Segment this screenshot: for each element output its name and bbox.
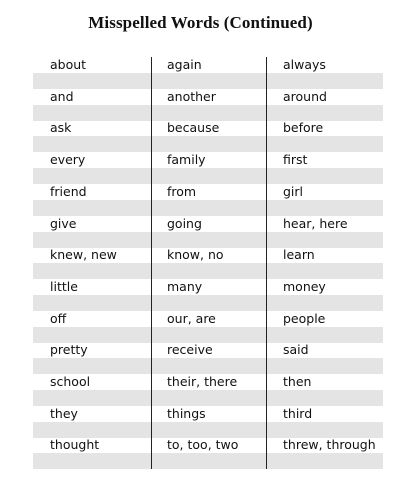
word-cell: learn (283, 247, 315, 263)
word-cell: another (167, 88, 216, 104)
word-cell: threw, through (283, 437, 376, 453)
word-cell: pretty (50, 342, 88, 358)
word-cell: people (283, 310, 326, 326)
word-cell: ask (50, 120, 72, 136)
word-cell: family (167, 152, 206, 168)
word-cell: and (50, 88, 74, 104)
word-cell: our, are (167, 310, 216, 326)
row-stripe (33, 295, 383, 311)
word-cell: first (283, 152, 308, 168)
row-stripe (33, 232, 383, 248)
word-cell: third (283, 405, 313, 421)
word-cell: money (283, 278, 326, 294)
word-cell: know, no (167, 247, 224, 263)
word-cell: thought (50, 437, 100, 453)
row-stripe (33, 358, 383, 374)
row-stripe (33, 73, 383, 89)
row-stripe (33, 168, 383, 184)
word-cell: every (50, 152, 86, 168)
word-cell: things (167, 405, 206, 421)
word-cell: before (283, 120, 324, 136)
word-cell: because (167, 120, 220, 136)
word-cell: said (283, 342, 309, 358)
word-cell: around (283, 88, 327, 104)
word-cell: going (167, 215, 202, 231)
word-cell: knew, new (50, 247, 117, 263)
row-stripe (33, 263, 383, 279)
word-cell: to, too, two (167, 437, 239, 453)
word-cell: give (50, 215, 77, 231)
word-cell: then (283, 374, 312, 389)
word-cell: girl (283, 183, 304, 199)
word-cell: receive (167, 342, 213, 358)
word-cell: school (50, 374, 91, 389)
word-cell: hear, here (283, 215, 348, 231)
column-divider (266, 57, 267, 469)
word-cell: off (50, 310, 67, 326)
word-cell: their, there (167, 374, 238, 389)
row-stripe (33, 453, 383, 469)
column-divider (151, 57, 152, 469)
word-cell: they (50, 405, 78, 421)
row-stripe (33, 390, 383, 406)
row-stripe (33, 200, 383, 216)
word-cell: friend (50, 183, 87, 199)
row-stripe (33, 136, 383, 152)
word-cell: always (283, 57, 326, 72)
row-stripe (33, 327, 383, 343)
word-cell: little (50, 278, 78, 294)
word-cell: many (167, 278, 203, 294)
word-cell: from (167, 183, 197, 199)
page-title: Misspelled Words (Continued) (88, 13, 313, 32)
row-stripe (33, 105, 383, 121)
row-stripe (33, 422, 383, 438)
word-cell: again (167, 57, 202, 72)
word-cell: about (50, 57, 87, 72)
